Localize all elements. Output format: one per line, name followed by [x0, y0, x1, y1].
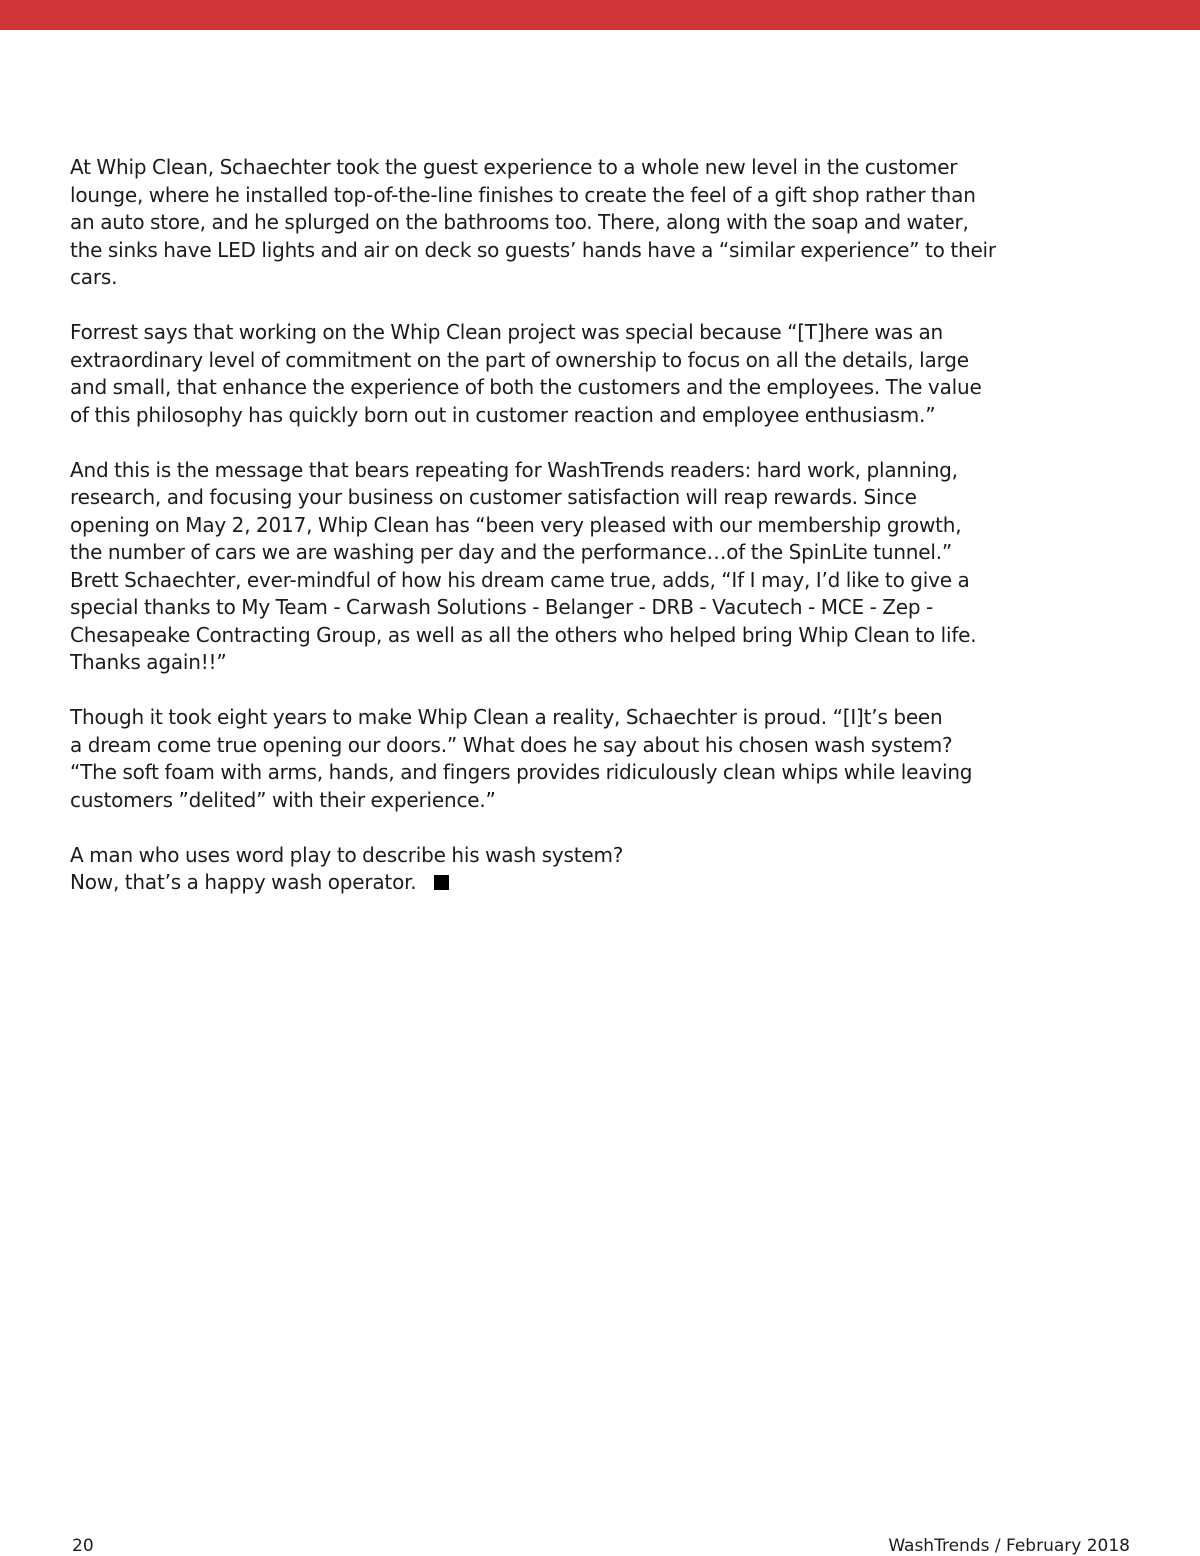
article-paragraph: Forrest says that working on the Whip Clean project was special because “[T]here was an extraordinary level of commitment on the part of ownership to focus on all the details, large and small, that enhance the experience of both the customers and the employees. The value of this philosophy has quickly born out in customer reaction and employee enthusiasm.”: [70, 320, 982, 427]
article-paragraph: At Whip Clean, Schaechter took the guest experience to a whole new level in the customer lounge, where he installed top-of-the-line finishes to create the feel of a gift shop rather than an auto store, and he splurged on the bathrooms too. There, along with the soap and water, the sinks have LED lights and air on deck so guests’ hands have a “similar experience” to their cars.: [70, 155, 996, 289]
article-closing-paragraph: [70, 842, 1130, 897]
page-number: 20: [72, 1536, 94, 1556]
end-of-article-square-icon: [434, 875, 449, 890]
article-paragraph: Though it took eight years to make Whip Clean a reality, Schaechter is proud. “[I]t’s been a dream come true opening our doors.” What does he say about his chosen wash system? “The soft foam with arms, hands, and fingers provides ridiculously clean whips while leaving customers ”delited” with their experience.”: [70, 705, 973, 812]
article-paragraph: And this is the message that bears repeating for WashTrends readers: hard work, planning, research, and focusing your business on customer satisfaction will reap rewards. Since opening on May 2, 2017, Whip Clean has “been very pleased with our membership growth, the number of cars we are washing per day and the performance…of the SpinLite tunnel.” Brett Schaechter, ever-mindful of how his dream came true, adds, “If I may, I’d like to give a special thanks to My Team - Carwash Solutions - Belanger - DRB - Vacutech - MCE - Zep - Chesapeake Contracting Group, as well as all the others who helped bring Whip Clean to life. Thanks again!!”: [70, 457, 977, 674]
header-accent-bar: [0, 0, 1200, 30]
closing-text: A man who uses word play to describe his wash system? Now, that’s a happy wash operator.: [70, 842, 624, 894]
article-body: [70, 154, 1130, 924]
publication-footer: WashTrends / February 2018: [888, 1536, 1130, 1556]
